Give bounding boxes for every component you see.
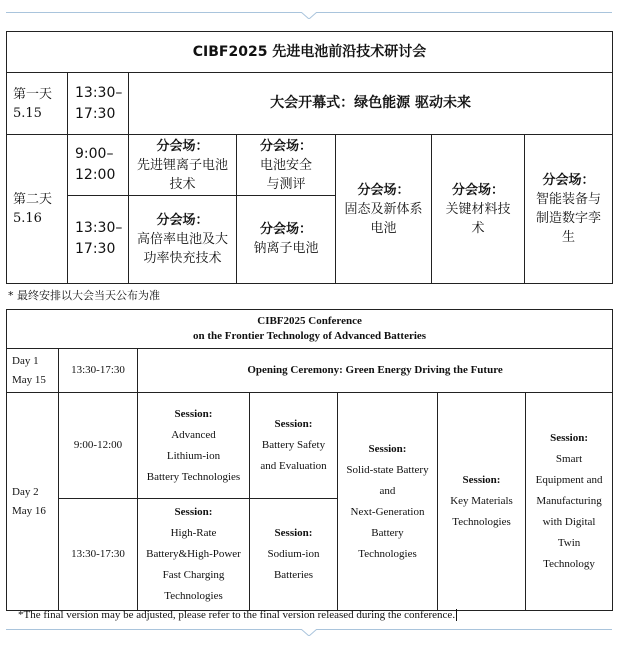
day-date: May 15 — [12, 373, 46, 386]
session-line: Battery&High-Power — [146, 548, 241, 560]
session-line: Sodium-ion — [267, 548, 320, 560]
session-label: 分会场： — [542, 173, 595, 189]
day-cell — [7, 393, 59, 611]
day-label: 第二天 — [13, 192, 53, 208]
day-label: Day 2 — [12, 485, 39, 498]
day-date: May 16 — [12, 504, 46, 517]
session-line: Twin — [557, 537, 581, 549]
day-cell — [7, 73, 68, 135]
day-label: Day 1 — [12, 354, 39, 367]
table-title — [7, 310, 613, 349]
session-label: Session: — [174, 407, 213, 420]
session-solid-state — [336, 135, 432, 284]
day-cell — [7, 135, 68, 284]
session-label: Session: — [174, 506, 213, 518]
title-line: CIBF2025 Conference — [257, 315, 362, 327]
time-cell — [68, 195, 129, 283]
opening-ceremony: Opening Ceremony: Green Energy Driving the Future — [138, 349, 613, 393]
session-line: High-Rate — [170, 527, 217, 539]
session-line: Battery — [371, 526, 404, 539]
time-cell: 9:00-12:00 — [59, 393, 138, 499]
session-label: Session: — [550, 432, 588, 444]
session-line: and — [379, 484, 396, 497]
session-label: Session: — [274, 418, 313, 430]
table-title: CIBF2025 先进电池前沿技术研讨会 — [7, 32, 613, 73]
session-line: Solid-state Battery — [346, 463, 429, 476]
chevron-down-icon — [301, 12, 317, 19]
session-label: 分会场： — [156, 138, 209, 154]
session-line: Technologies — [358, 547, 417, 560]
session-line: Lithium-ion — [166, 449, 221, 462]
session-line: and Evaluation — [260, 460, 327, 472]
session-line: Next-Generation — [350, 505, 425, 518]
session-title: 先进锂离子电池技术 — [136, 157, 228, 192]
time-end: 12:00 — [75, 167, 116, 183]
session-materials — [432, 135, 525, 284]
session-line: Equipment and — [535, 474, 603, 486]
session-sodium — [250, 499, 338, 611]
day-date: 5.15 — [13, 105, 42, 121]
session-line: Technologies — [164, 590, 223, 602]
session-high-rate — [138, 499, 250, 611]
session-line: Manufacturing — [536, 495, 602, 507]
time-end: 17:30 — [75, 241, 116, 258]
chevron-down-icon — [301, 629, 317, 636]
session-label: Session: — [368, 442, 407, 455]
footnote-english — [18, 609, 457, 621]
schedule-table-chinese — [6, 31, 613, 284]
session-materials — [438, 393, 526, 611]
session-title: 智能装备与制造数字孪生 — [536, 192, 602, 246]
session-high-rate — [129, 195, 237, 283]
session-solid-state — [338, 393, 438, 611]
session-title: 钠离子电池 — [253, 241, 319, 257]
session-title: 电池安全与测评 — [259, 157, 312, 192]
session-label: 分会场： — [259, 138, 312, 154]
session-label: Session: — [462, 474, 501, 486]
time-start: 13:30– — [75, 84, 123, 101]
session-line: with Digital — [542, 516, 596, 528]
session-label: 分会场： — [451, 182, 504, 198]
session-safety — [250, 393, 338, 499]
session-line: Advanced — [171, 428, 216, 441]
time-cell: 13:30-17:30 — [59, 499, 138, 611]
time-cell — [68, 73, 129, 135]
footnote-text: *The final version may be adjusted, please refer to the final version released during the conference. — [18, 609, 456, 621]
session-label: 分会场： — [156, 212, 209, 228]
session-line: Battery Technologies — [146, 470, 241, 483]
day-label: 第一天 — [13, 86, 53, 102]
session-li-ion — [129, 135, 237, 195]
session-smart — [525, 135, 613, 284]
time-cell — [68, 135, 129, 195]
session-safety — [237, 135, 336, 195]
time-cell: 13:30-17:30 — [59, 349, 138, 393]
text-cursor — [456, 609, 457, 621]
session-line: Technologies — [452, 516, 511, 528]
session-line: Battery Safety — [261, 439, 326, 451]
session-label: 分会场： — [259, 222, 312, 238]
session-smart — [526, 393, 613, 611]
session-li-ion — [138, 393, 250, 499]
schedule-table-english — [6, 309, 613, 611]
session-title: 关键材料技术 — [445, 201, 511, 236]
session-line: Batteries — [273, 569, 314, 581]
title-line: on the Frontier Technology of Advanced Batteries — [193, 330, 427, 342]
session-line: Technology — [543, 558, 595, 570]
time-end: 17:30 — [75, 105, 116, 122]
opening-ceremony: 大会开幕式：绿色能源 驱动未来 — [129, 73, 613, 135]
day-cell — [7, 349, 59, 393]
session-label: Session: — [274, 527, 313, 539]
day-date: 5.16 — [13, 211, 42, 227]
session-title: 高倍率电池及大功率快充技术 — [136, 231, 228, 266]
time-start: 13:30– — [75, 220, 123, 237]
session-line: Fast Charging — [162, 569, 225, 581]
session-sodium — [237, 195, 336, 283]
session-line: Smart — [555, 453, 583, 465]
footnote-chinese: * 最终安排以大会当天公布为准 — [8, 289, 160, 302]
session-title: 固态及新体系电池 — [344, 201, 423, 236]
time-start: 9:00– — [75, 146, 114, 162]
session-line: Key Materials — [450, 495, 513, 507]
session-label: 分会场： — [357, 182, 410, 198]
